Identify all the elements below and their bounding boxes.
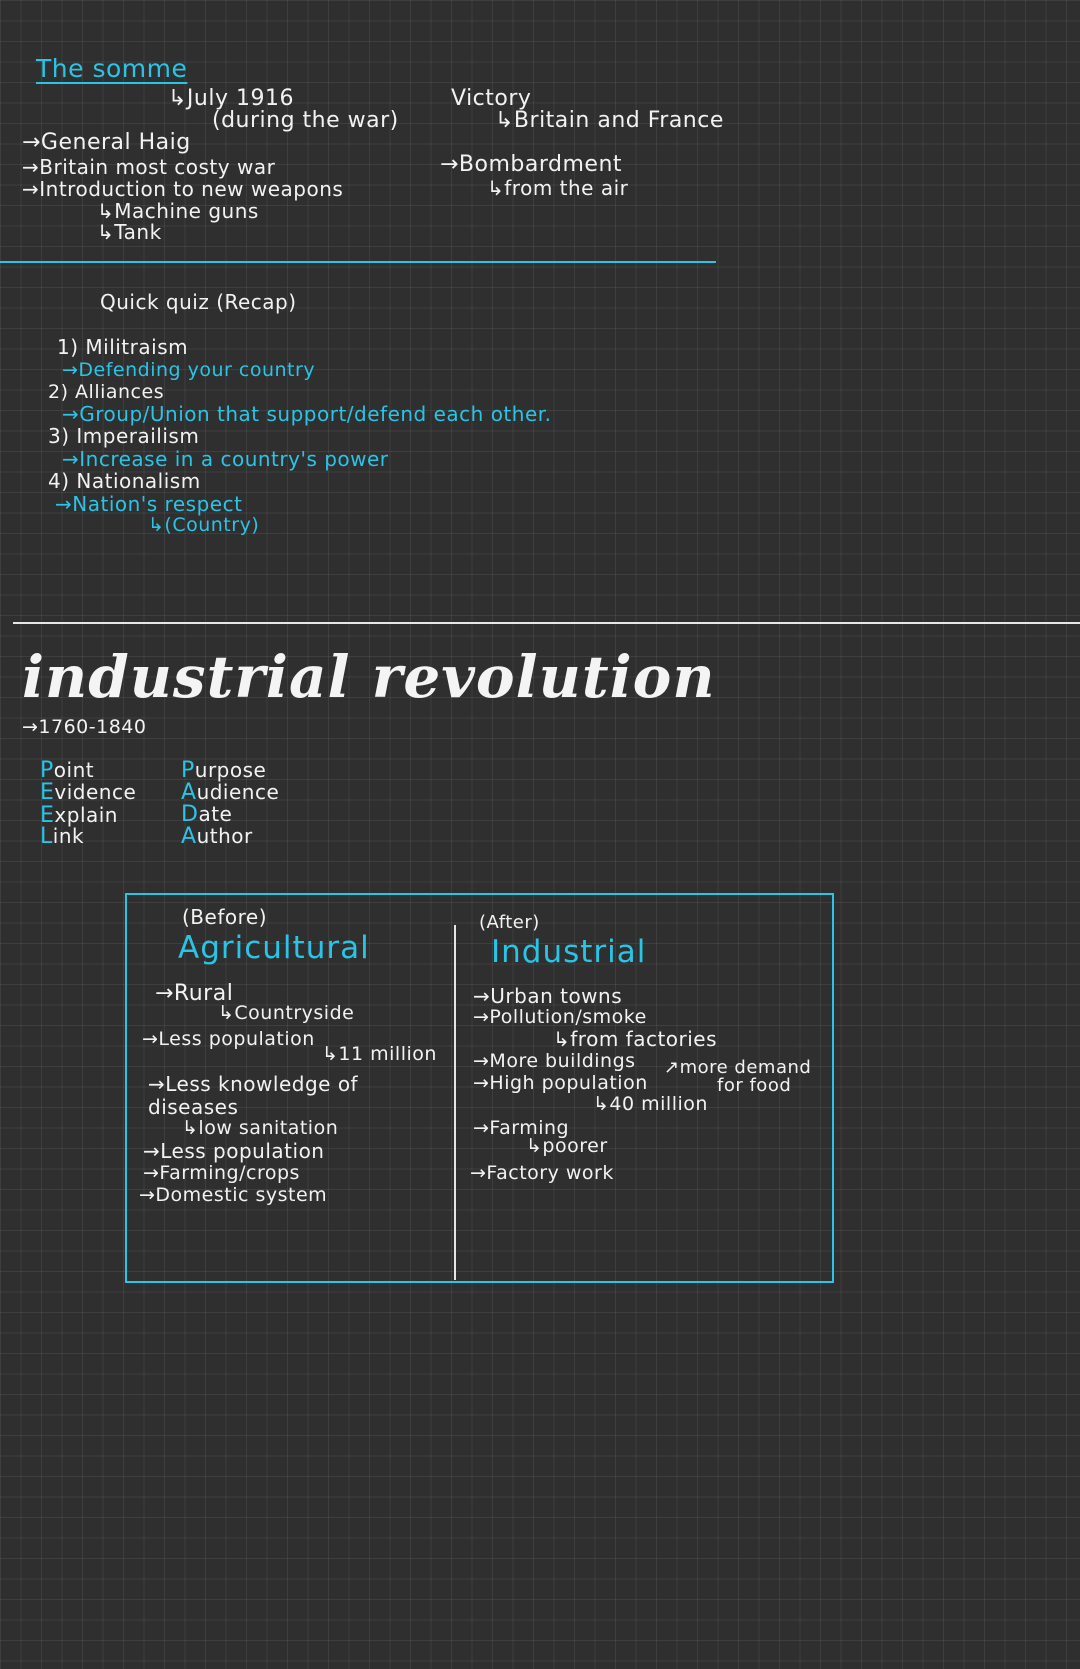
- pada-initial: P: [181, 758, 195, 783]
- after-heading: Industrial: [491, 934, 647, 970]
- industrial-title: industrial revolution: [22, 643, 716, 711]
- somme-bullet-costly: →Britain most costy war: [22, 155, 276, 179]
- after-label: (After): [479, 912, 540, 933]
- somme-weapon-tank: ↳Tank: [97, 220, 162, 244]
- peel-initial: L: [40, 824, 53, 849]
- somme-date-note: (during the war): [212, 108, 399, 133]
- after-more-demand: ↗more demand: [664, 1057, 812, 1078]
- pada-rest: ate: [198, 802, 233, 826]
- after-more-buildings: →More buildings: [473, 1050, 636, 1072]
- peel-rest: xplain: [54, 803, 118, 827]
- somme-bombardment-note: ↳from the air: [487, 176, 629, 200]
- somme-title: The somme: [36, 54, 188, 83]
- pada-item: [181, 826, 253, 848]
- quiz-q3: 3) Imperailism: [48, 424, 200, 448]
- after-urban-towns: →Urban towns: [473, 984, 623, 1008]
- peel-initial: E: [40, 803, 55, 828]
- after-for-food: for food: [717, 1075, 792, 1096]
- pada-item: [181, 804, 232, 826]
- peel-rest: ink: [52, 824, 85, 848]
- peel-initial: E: [40, 780, 55, 805]
- before-eleven-million: ↳11 million: [322, 1043, 437, 1065]
- before-label: (Before): [182, 905, 267, 929]
- pada-initial: A: [181, 780, 197, 805]
- industrial-dates: →1760-1840: [22, 716, 147, 738]
- somme-date: ↳July 1916: [168, 86, 294, 111]
- section-divider: [13, 622, 1080, 624]
- before-less-population-2: →Less population: [143, 1139, 325, 1163]
- quiz-q2: 2) Alliances: [48, 381, 165, 403]
- quiz-a2: →Group/Union that support/defend each other.: [62, 402, 552, 426]
- somme-bullet-weapons: →Introduction to new weapons: [22, 177, 344, 201]
- peel-rest: vidence: [54, 780, 137, 804]
- after-from-factories: ↳from factories: [553, 1027, 718, 1051]
- quiz-a4: →Nation's respect: [55, 492, 243, 516]
- pada-initial: D: [181, 802, 199, 827]
- pada-item: [181, 782, 279, 804]
- pada-item: [181, 760, 266, 782]
- peel-initial: P: [40, 758, 54, 783]
- peel-item: [40, 782, 136, 804]
- quiz-a4-note: ↳(Country): [148, 514, 260, 536]
- before-farming-crops: →Farming/crops: [143, 1162, 300, 1184]
- after-pollution: →Pollution/smoke: [473, 1006, 647, 1028]
- pada-rest: udience: [196, 780, 280, 804]
- pada-rest: urpose: [194, 758, 267, 782]
- quiz-q4: 4) Nationalism: [48, 469, 201, 493]
- peel-item: [40, 760, 94, 782]
- before-heading: Agricultural: [178, 930, 370, 966]
- quiz-heading: Quick quiz (Recap): [100, 290, 297, 314]
- quiz-a3: →Increase in a country's power: [62, 447, 389, 471]
- quiz-q1: 1) Militraism: [57, 335, 189, 359]
- before-rural: →Rural: [155, 981, 234, 1006]
- somme-bombardment: →Bombardment: [440, 152, 623, 177]
- somme-weapon-machine-guns: ↳Machine guns: [97, 199, 259, 223]
- somme-divider: [0, 261, 716, 263]
- pada-initial: A: [181, 824, 197, 849]
- somme-victory-who: ↳Britain and France: [495, 108, 724, 133]
- before-countryside: ↳Countryside: [218, 1002, 355, 1024]
- peel-rest: oint: [53, 758, 95, 782]
- comparison-divider: [454, 925, 456, 1280]
- somme-bullet-haig: →General Haig: [22, 130, 191, 155]
- after-high-population: →High population: [473, 1072, 648, 1094]
- quiz-a1: →Defending your country: [62, 359, 316, 381]
- after-poorer: ↳poorer: [526, 1135, 608, 1157]
- before-less-population: →Less population: [142, 1028, 315, 1050]
- before-domestic-system: →Domestic system: [139, 1184, 328, 1206]
- after-farming: →Farming: [473, 1117, 570, 1139]
- after-forty-million: ↳40 million: [593, 1093, 708, 1115]
- after-factory-work: →Factory work: [470, 1162, 614, 1184]
- peel-item: [40, 826, 84, 848]
- before-low-sanitation: ↳low sanitation: [182, 1117, 339, 1139]
- somme-victory: Victory: [451, 86, 532, 111]
- before-less-knowledge: →Less knowledge of: [148, 1072, 359, 1096]
- pada-rest: uthor: [196, 824, 253, 848]
- before-diseases: diseases: [148, 1095, 239, 1119]
